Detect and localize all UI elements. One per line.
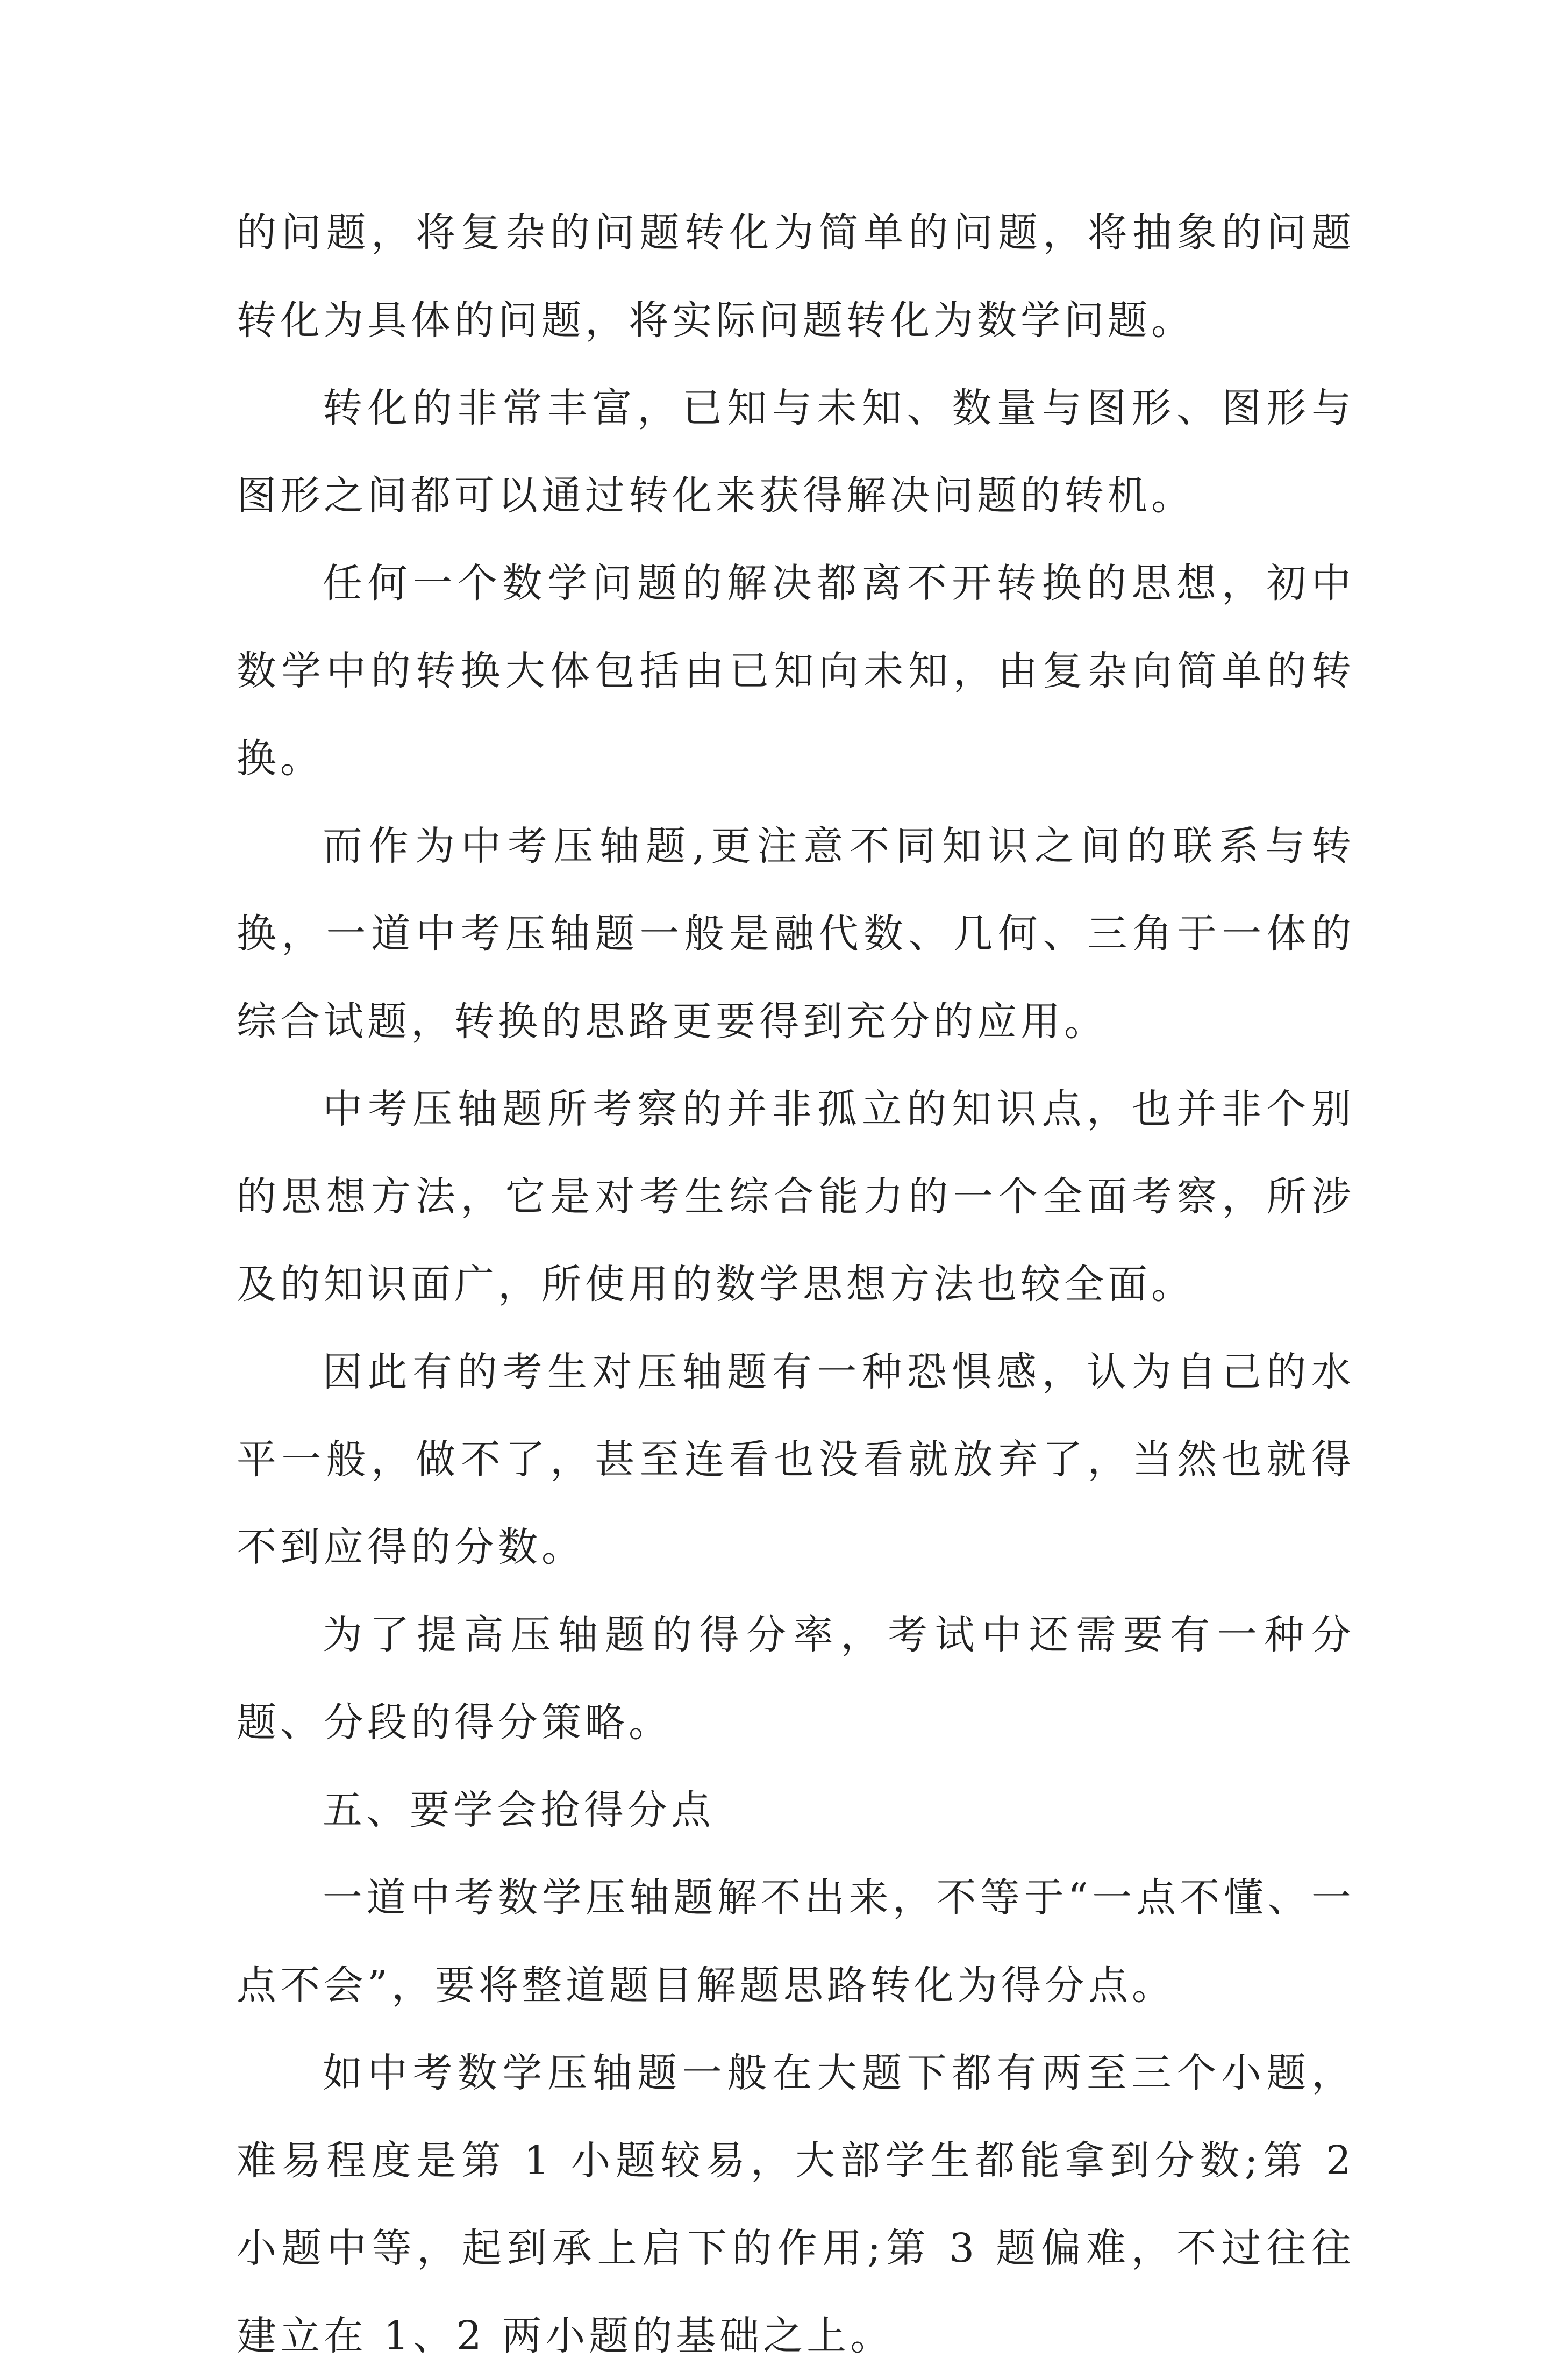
paragraph-6: 因此有的考生对压轴题有一种恐惧感，认为自己的水平一般，做不了，甚至连看也没看就放弃了，当然也就得不到应得的分数。 (237, 1349, 1355, 1570)
paragraph-2: 转化的非常丰富，已知与未知、数量与图形、图形与图形之间都可以通过转化来获得解决问题的转机。 (237, 385, 1355, 519)
paragraph-1: 的问题，将复杂的问题转化为简单的问题，将抽象的问题转化为具体的问题，将实际问题转化为数学问题。 (237, 210, 1355, 344)
paragraph-4: 而作为中考压轴题,更注意不同知识之间的联系与转换，一道中考压轴题一般是融代数、几何、三角于一体的综合试题，转换的思路更要得到充分的应用。 (237, 823, 1355, 1045)
document-body (237, 189, 1355, 2380)
paragraph-3: 任何一个数学问题的解决都离不开转换的思想，初中数学中的转换大体包括由已知向未知，由复杂向简单的转换。 (237, 560, 1355, 782)
paragraph-8: 一道中考数学压轴题解不出来，不等于“一点不懂、一点不会”，要将整道题目解题思路转化为得分点。 (237, 1875, 1355, 2009)
paragraph-5: 中考压轴题所考察的并非孤立的知识点，也并非个别的思想方法，它是对考生综合能力的一个全面考察，所涉及的知识面广，所使用的数学思想方法也较全面。 (237, 1086, 1355, 1307)
paragraph-9: 如中考数学压轴题一般在大题下都有两至三个小题，难易程度是第 1 小题较易，大部学生都能拿到分数;第 2 小题中等，起到承上启下的作用;第 3 题偏难，不过往往建立在 1、2 两小题的基础之上。 (237, 2050, 1355, 2359)
paragraph-7: 为了提高压轴题的得分率，考试中还需要有一种分题、分段的得分策略。 (237, 1612, 1355, 1746)
section-heading: 五、要学会抢得分点 (323, 1787, 715, 1833)
